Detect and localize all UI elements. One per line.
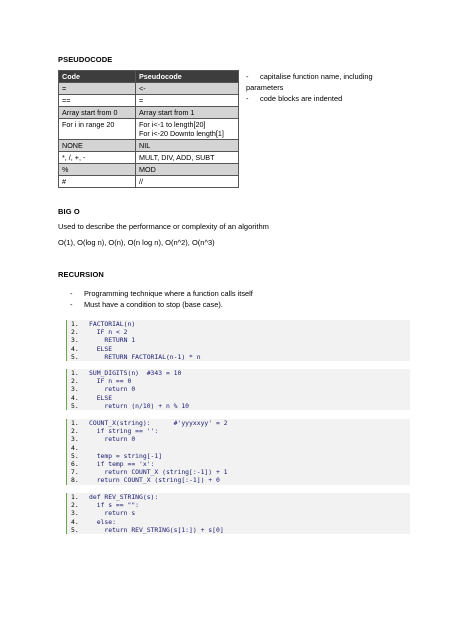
code-text: return 0	[89, 385, 136, 394]
code-line	[67, 336, 410, 344]
line-number: 4.	[71, 517, 79, 526]
table-cell: =	[59, 83, 136, 95]
table-cell: //	[136, 176, 239, 188]
table-header-row	[59, 71, 239, 83]
code-block-sum-digits	[66, 369, 410, 410]
line-number: 3.	[71, 435, 79, 444]
code-block-rev-string	[66, 493, 410, 534]
table-cell: MOD	[136, 164, 239, 176]
code-line	[67, 460, 410, 468]
code-text: ELSE	[89, 344, 113, 353]
line-number: 7.	[71, 468, 79, 477]
line-number: 2.	[71, 377, 79, 386]
table-row	[59, 140, 239, 152]
line-number: 5.	[71, 401, 79, 410]
table-cell: <-	[136, 83, 239, 95]
line-number: 8.	[71, 476, 79, 485]
list-item	[246, 71, 406, 93]
code-text: RETURN FACTORIAL(n-1) * n	[89, 352, 201, 361]
table-row	[59, 164, 239, 176]
table-cell: %	[59, 164, 136, 176]
pseudocode-heading: PSEUDOCODE	[58, 55, 113, 64]
table-cell: =	[136, 95, 239, 107]
table-cell: MULT, DIV, ADD, SUBT	[136, 152, 239, 164]
list-item: - Must have a condition to stop (base case).	[70, 300, 253, 311]
line-number: 3.	[71, 385, 79, 394]
line-number: 4.	[71, 393, 79, 402]
code-text: SUM_DIGITS(n) #343 = 10	[89, 369, 182, 377]
code-text: FACTORIAL(n)	[89, 320, 136, 328]
code-text: if string == '':	[89, 427, 159, 436]
code-text: IF n < 2	[89, 328, 128, 337]
table-row	[59, 95, 239, 107]
table-header-cell: Code	[59, 71, 136, 83]
line-number: 2.	[71, 328, 79, 337]
table-cell: Array start from 1	[136, 107, 239, 119]
code-text: return COUNT_X (string[:-1]) + 0	[89, 476, 220, 485]
line-number: 1.	[71, 419, 79, 427]
pseudocode-table	[58, 70, 239, 188]
code-line	[67, 369, 410, 377]
code-line	[67, 320, 410, 328]
code-block-count-x	[66, 419, 410, 485]
table-row	[59, 119, 239, 140]
code-text: temp = string[-1]	[89, 451, 163, 460]
bigo-description: Used to describe the performance or complexity of an algorithm	[58, 222, 269, 231]
code-line	[67, 394, 410, 402]
code-line	[67, 345, 410, 353]
table-row	[59, 176, 239, 188]
line-number: 2.	[71, 501, 79, 510]
code-line	[67, 518, 410, 526]
table-cell: NIL	[136, 140, 239, 152]
line-number: 1.	[71, 320, 79, 328]
line-number: 3.	[71, 509, 79, 518]
bigo-complexities: O(1), O(log n), O(n), O(n log n), O(n^2), O(n^3)	[58, 238, 215, 247]
code-line	[67, 476, 410, 484]
table-cell: *, /, +, -	[59, 152, 136, 164]
line-number: 5.	[71, 451, 79, 460]
code-line	[67, 435, 410, 443]
table-cell: #	[59, 176, 136, 188]
code-block-factorial	[66, 320, 410, 361]
code-line	[67, 427, 410, 435]
note-text: code blocks are indented	[260, 94, 343, 103]
code-text: COUNT_X(string): #'yyyxxyy' = 2	[89, 419, 228, 427]
code-text: return COUNT_X (string[:-1]) + 1	[89, 468, 228, 477]
line-number: 1.	[71, 369, 79, 377]
code-line	[67, 444, 410, 452]
pseudocode-notes	[246, 71, 406, 104]
recursion-bullets	[70, 289, 253, 310]
line-number: 5.	[71, 525, 79, 534]
table-cell: ==	[59, 95, 136, 107]
code-line	[67, 328, 410, 336]
code-line	[67, 377, 410, 385]
note-text: capitalise function name, including parameters	[246, 72, 373, 92]
dash-marker: -	[246, 72, 249, 81]
recursion-heading: RECURSION	[58, 270, 104, 279]
list-item: - Programming technique where a function calls itself	[70, 289, 253, 300]
line-number: 2.	[71, 427, 79, 436]
code-text: ELSE	[89, 393, 113, 402]
code-text: return 0	[89, 435, 136, 444]
bigo-heading: BIG O	[58, 207, 80, 216]
code-text: RETURN 1	[89, 336, 136, 345]
code-line	[67, 402, 410, 410]
code-text: if s == "":	[89, 501, 140, 510]
code-line	[67, 501, 410, 509]
code-line	[67, 419, 410, 427]
code-text: else:	[89, 517, 116, 526]
line-number: 6.	[71, 460, 79, 469]
table-row	[59, 152, 239, 164]
code-text: if temp == 'x':	[89, 460, 155, 469]
list-item	[246, 93, 406, 104]
code-line	[67, 468, 410, 476]
line-number: 1.	[71, 493, 79, 501]
dash-marker: -	[246, 94, 249, 103]
code-line	[67, 526, 410, 534]
table-row	[59, 83, 239, 95]
line-number: 4.	[71, 344, 79, 353]
code-line	[67, 452, 410, 460]
code-line	[67, 493, 410, 501]
code-text: return REV_STRING(s[1:]) + s[0]	[89, 525, 224, 534]
code-text: IF n == 0	[89, 377, 132, 386]
code-text: return (n/10) + n % 10	[89, 401, 190, 410]
code-line	[67, 353, 410, 361]
table-cell: For i<-1 to length[20] For i<-20 Downto length[1]	[136, 119, 239, 140]
code-line	[67, 385, 410, 393]
table-cell: NONE	[59, 140, 136, 152]
line-number: 3.	[71, 336, 79, 345]
line-number: 5.	[71, 352, 79, 361]
table-row	[59, 107, 239, 119]
table-cell: For i in range 20	[59, 119, 136, 140]
code-line	[67, 509, 410, 517]
table-header-cell: Pseudocode	[136, 71, 239, 83]
line-number: 4.	[71, 443, 79, 452]
code-text: def REV_STRING(s):	[89, 493, 159, 501]
code-text: return s	[89, 509, 136, 518]
table-cell: Array start from 0	[59, 107, 136, 119]
